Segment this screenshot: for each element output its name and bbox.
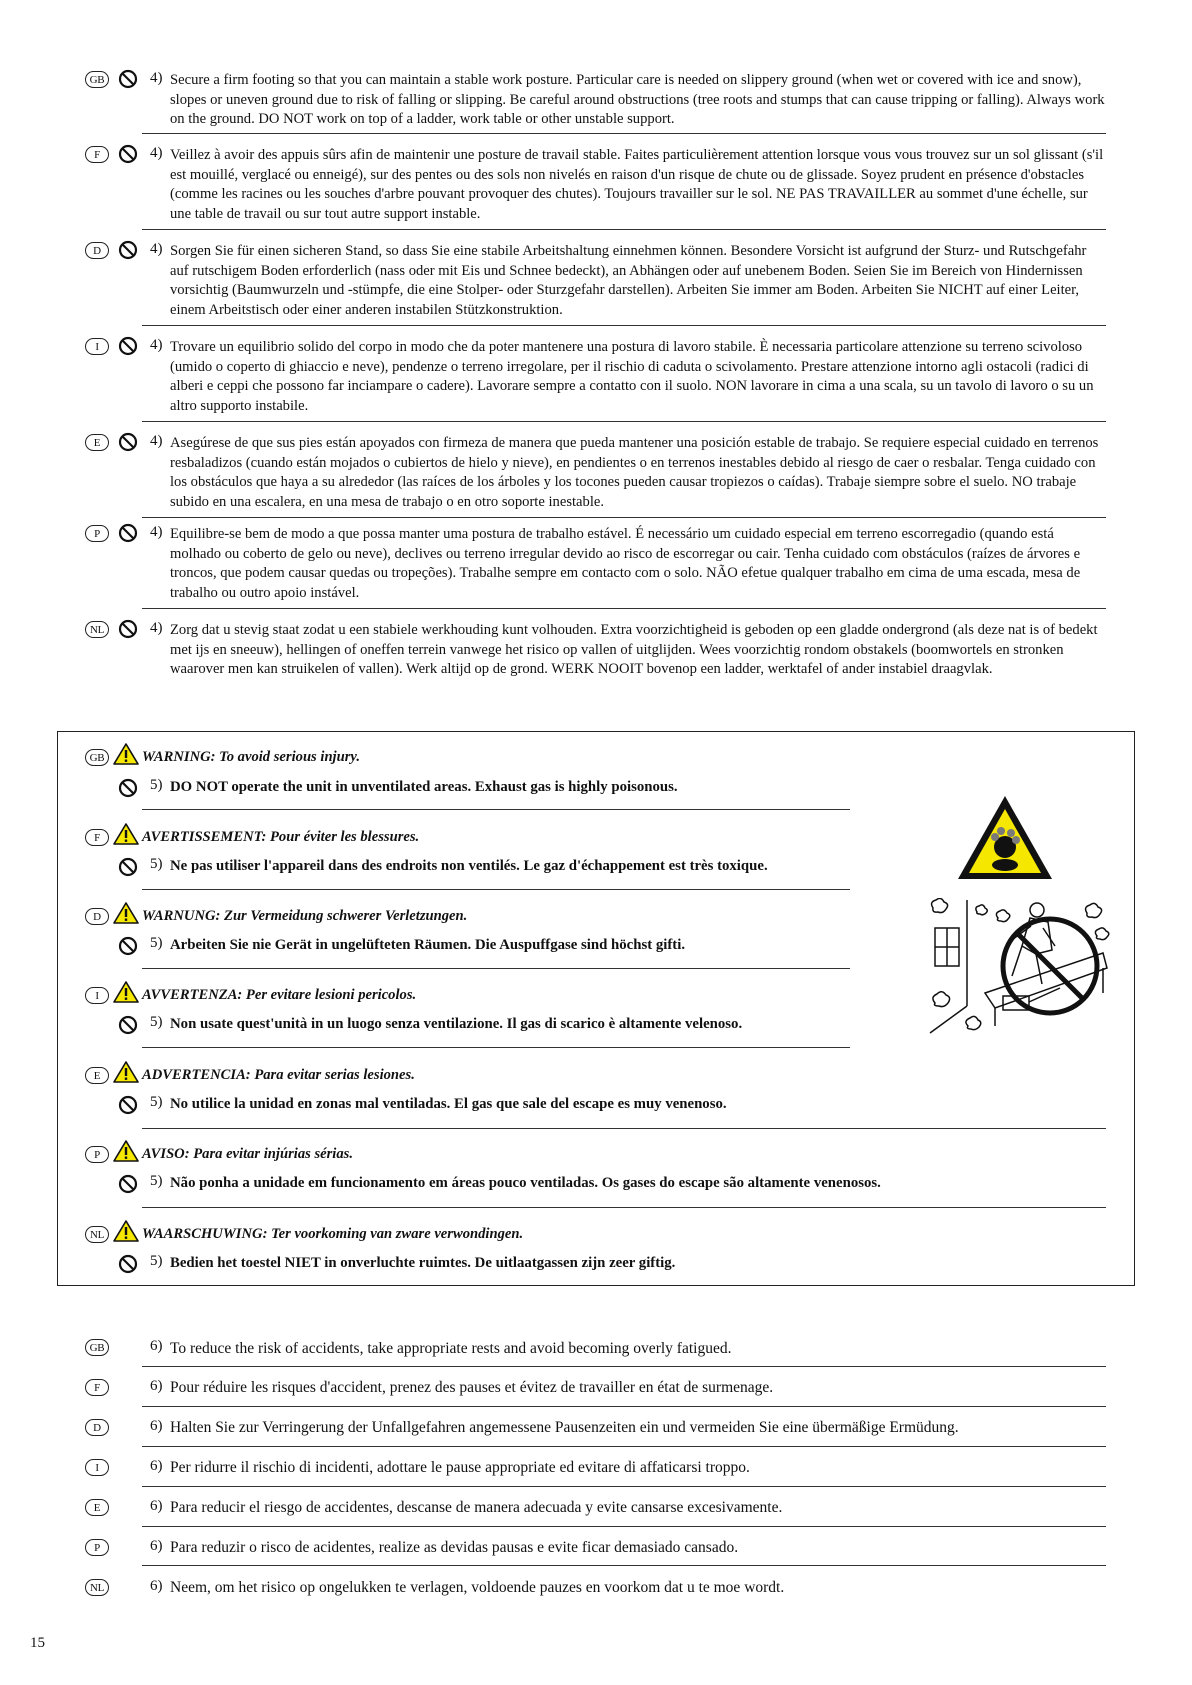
paragraph: Para reducir el riesgo de accidentes, descanse de manera adecuada y evite cansarse excesivamente. (170, 1499, 783, 1516)
divider (142, 421, 1106, 422)
prohibition-icon (118, 1015, 138, 1035)
item-number: 5) (150, 1253, 163, 1269)
warning-title: ADVERTENCIA: Para evitar serias lesiones. (142, 1067, 415, 1083)
item-number: 4) (150, 241, 163, 257)
warning-text: Arbeiten Sie nie Gerät in ungelüfteten Räumen. Die Auspuffgase sind höchst gifti. (170, 937, 686, 953)
divider (142, 889, 850, 890)
divider (142, 968, 850, 969)
paragraph: Equilibre-se bem de modo a que possa manter uma postura de trabalho estável. É necessário um cuidado especial em terreno escorregadio (quando está molhado ou coberto de gelo ou neve), declives ou terreno irregular devido ao risco de escorregar ou cair. Tenha cuidado com obstáculos (raízes de árvores e troncos, que podem causar quedas ou tropeções). Trabalhe sempre em contacto com o solo. NÃO efetue qualquer trabalho em cima de uma escada, mesa de trabalho ou outro apoio instável. (170, 526, 1081, 601)
item-number: 5) (150, 777, 163, 793)
lang-badge: P (85, 525, 109, 542)
divider (142, 517, 1106, 518)
paragraph: Sorgen Sie für einen sicheren Stand, so dass Sie eine stabile Arbeitshaltung einnehmen können. Besondere Vorsicht ist aufgrund der Sturz- und Rutschgefahr auf rutschigem Boden erforderlich (nass oder mit Eis und Schnee bedeckt), an Abhängen oder auf unebenem Boden. Seien Sie im Bereich von Hindernissen vorsichtig (Baumwurzeln und -stümpfe, die eine Stolper- oder Sturzgefahr darstellen). Arbeiten Sie immer am Boden. Arbeiten Sie NICHT auf einer Leiter, einem Arbeitstisch oder einer anderen instabilen Stützkonstruktion. (170, 243, 1087, 318)
divider (142, 1486, 1106, 1487)
prohibition-icon (118, 336, 138, 356)
paragraph: Trovare un equilibrio solido del corpo in modo che da poter mantenere una postura di lavoro stabile. È necessaria particolare attenzione su terreno scivoloso (umido o coperto di ghiaccio e neve), pendenze o terreno irregolare, per il rischio di caduta o scivolamento. Prestare attenzione intorno agli ostacoli (radici di alberi e ceppi che possono far inciampare o cadere). Lavorare sempre a contatto con il suolo. NON lavorare in cima a una scala, su un tavolo di lavoro o su un altro supporto instabile. (170, 339, 1094, 414)
warning-title: AVVERTENZA: Per evitare lesioni pericolos. (142, 987, 417, 1003)
prohibition-icon (118, 778, 138, 798)
warning-text: Não ponha a unidade em funcionamento em áreas pouco ventiladas. Os gases do escape são altamente venenosos. (170, 1175, 881, 1191)
warning-title: WAARSCHUWING: Ter voorkoming van zware verwondingen. (142, 1226, 524, 1242)
warning-triangle-icon (113, 1219, 139, 1243)
lang-badge: F (85, 829, 109, 846)
lang-badge: E (85, 434, 109, 451)
warning-text: DO NOT operate the unit in unventilated areas. Exhaust gas is highly poisonous. (170, 779, 678, 795)
paragraph: Asegúrese de que sus pies están apoyados con firmeza de manera que pueda mantener una posición estable de trabajo. Se requiere especial cuidado en terrenos resbaladizos (cuando están mojados o cubiertos de hielo y nieve), en pendientes o en terrenos inestables debido al riesgo de caer o resbalar. Tenga cuidado con los obstáculos que haya a su alrededor (las raíces de los árboles y los tocones pueden causar tropiezos o caídas). Trabaje siempre sobre el suelo. NO trabaje subido en una escalera, en una mesa de trabajo o en otro soporte inestable. (170, 435, 1099, 510)
warning-text: No utilice la unidad en zonas mal ventiladas. El gas que sale del escape es muy venenoso. (170, 1096, 727, 1112)
warning-triangle-icon (113, 742, 139, 766)
prohibition-icon (118, 240, 138, 260)
prohibition-icon (118, 936, 138, 956)
lang-badge: I (85, 1459, 109, 1476)
warning-text: Ne pas utiliser l'appareil dans des endroits non ventilés. Le gaz d'échappement est très toxique. (170, 858, 768, 874)
divider (142, 1565, 1106, 1566)
lang-badge: NL (85, 621, 109, 638)
item-number: 6) (150, 1338, 163, 1354)
paragraph: To reduce the risk of accidents, take appropriate rests and avoid becoming overly fatigued. (170, 1340, 732, 1357)
item-number: 4) (150, 620, 163, 636)
item-number: 4) (150, 337, 163, 353)
lang-badge: NL (85, 1226, 109, 1243)
page-number: 15 (30, 1635, 45, 1651)
lang-badge: NL (85, 1579, 109, 1596)
warning-title: AVISO: Para evitar injúrias sérias. (142, 1146, 353, 1162)
divider (142, 1128, 1106, 1129)
prohibition-icon (118, 432, 138, 452)
lang-badge: GB (85, 1339, 109, 1356)
lang-badge: D (85, 1419, 109, 1436)
warning-text: Bedien het toestel NIET in onverluchte ruimtes. De uitlaatgassen zijn zeer giftig. (170, 1255, 676, 1271)
item-number: 6) (150, 1378, 163, 1394)
lang-badge: E (85, 1067, 109, 1084)
divider (142, 809, 850, 810)
lang-badge: GB (85, 71, 109, 88)
prohibition-icon (118, 1095, 138, 1115)
item-number: 6) (150, 1418, 163, 1434)
lang-badge: I (85, 987, 109, 1004)
paragraph: Para reduzir o risco de acidentes, realize as devidas pausas e evite ficar demasiado cansado. (170, 1539, 739, 1556)
item-number: 6) (150, 1458, 163, 1474)
item-number: 5) (150, 856, 163, 872)
item-number: 6) (150, 1498, 163, 1514)
divider (142, 1406, 1106, 1407)
no-indoor-operation-illustration (925, 898, 1110, 1038)
divider (142, 608, 1106, 609)
lang-badge: I (85, 338, 109, 355)
lang-badge: P (85, 1539, 109, 1556)
item-number: 6) (150, 1578, 163, 1594)
paragraph: Secure a firm footing so that you can maintain a stable work posture. Particular care is needed on slippery ground (when wet or covered with ice and snow), slopes or uneven ground due to risk of falling or slipping. Be careful around obstructions (tree roots and stumps that can cause tripping or falling). Always work on the ground. DO NOT work on top of a ladder, work table or other unstable support. (170, 72, 1105, 127)
lang-badge: E (85, 1499, 109, 1516)
divider (142, 1446, 1106, 1447)
warning-title: WARNUNG: Zur Vermeidung schwerer Verletzungen. (142, 908, 468, 924)
divider (142, 325, 1106, 326)
item-number: 4) (150, 70, 163, 86)
toxic-gas-hazard-icon (955, 793, 1055, 883)
lang-badge: D (85, 242, 109, 259)
warning-triangle-icon (113, 1060, 139, 1084)
lang-badge: D (85, 908, 109, 925)
item-number: 5) (150, 1014, 163, 1030)
paragraph: Halten Sie zur Verringerung der Unfallgefahren angemessene Pausenzeiten ein und vermeiden Sie eine übermäßige Ermüdung. (170, 1419, 959, 1436)
lang-badge: F (85, 1379, 109, 1396)
warning-title: WARNING: To avoid serious injury. (142, 749, 360, 765)
prohibition-icon (118, 144, 138, 164)
paragraph: Pour réduire les risques d'accident, prenez des pauses et évitez de travailler en état de surmenage. (170, 1379, 774, 1396)
lang-badge: GB (85, 749, 109, 766)
prohibition-icon (118, 857, 138, 877)
divider (142, 133, 1106, 134)
item-number: 4) (150, 433, 163, 449)
divider (142, 1366, 1106, 1367)
divider (142, 1526, 1106, 1527)
warning-title: AVERTISSEMENT: Pour éviter les blessures. (142, 829, 420, 845)
divider (142, 1047, 850, 1048)
item-number: 5) (150, 935, 163, 951)
lang-badge: P (85, 1146, 109, 1163)
warning-triangle-icon (113, 980, 139, 1004)
divider (142, 229, 1106, 230)
paragraph: Neem, om het risico op ongelukken te verlagen, voldoende pauzes en voorkom dat u te moe wordt. (170, 1579, 785, 1596)
prohibition-icon (118, 619, 138, 639)
warning-triangle-icon (113, 901, 139, 925)
paragraph: Veillez à avoir des appuis sûrs afin de maintenir une posture de travail stable. Faites particulièrement attention lorsque vous vous trouvez sur un sol glissant (s'il est mouillé, verglacé ou enneigé), sur des pentes ou des sols non nivelés en raison d'un risque de chute ou de glissade. Soyez prudent en présence d'obstacles (comme les racines ou les souches d'arbre pouvant provoquer des chutes). Toujours travailler sur le sol. NE PAS TRAVAILLER au sommet d'une échelle, sur une table de travail ou sur tout autre support instable. (170, 147, 1104, 222)
prohibition-icon (118, 69, 138, 89)
divider (142, 1207, 1106, 1208)
paragraph: Per ridurre il rischio di incidenti, adottare le pause appropriate ed evitare di affaticarsi troppo. (170, 1459, 750, 1476)
item-number: 5) (150, 1094, 163, 1110)
warning-triangle-icon (113, 1139, 139, 1163)
prohibition-icon (118, 523, 138, 543)
prohibition-icon (118, 1174, 138, 1194)
warning-text: Non usate quest'unità in un luogo senza ventilazione. Il gas di scarico è altamente velenoso. (170, 1016, 743, 1032)
item-number: 6) (150, 1538, 163, 1554)
item-number: 5) (150, 1173, 163, 1189)
prohibition-icon (118, 1254, 138, 1274)
lang-badge: F (85, 146, 109, 163)
warning-triangle-icon (113, 822, 139, 846)
paragraph: Zorg dat u stevig staat zodat u een stabiele werkhouding kunt volhouden. Extra voorzichtigheid is geboden op een gladde ondergrond (als deze nat is of bedekt met ijs en sneeuw), hellingen of oneffen terrein vanwege het risico op vallen of uitglijden. Wees voorzichtig rondom obstakels (boomwortels en stronken waarover men kan struikelen of vallen). Werk altijd op de grond. WERK NOOIT bovenop een ladder, werktafel of ander instabiel draagvlak. (170, 622, 1098, 677)
item-number: 4) (150, 145, 163, 161)
item-number: 4) (150, 524, 163, 540)
